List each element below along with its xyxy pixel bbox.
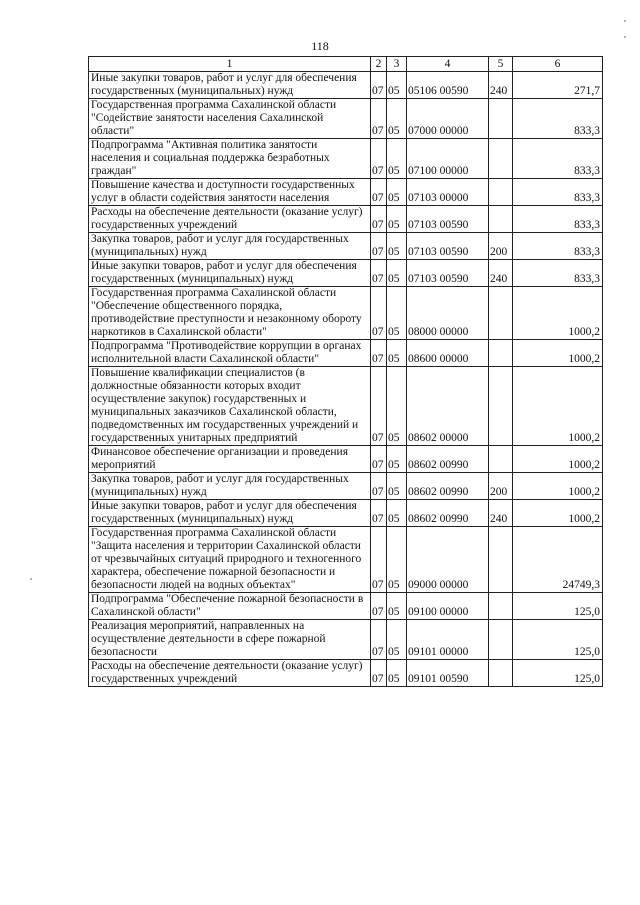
cell-target-article: 07100 00000 [407, 139, 489, 179]
cell-name: Государственная программа Сахалинской области "Защита населения и территории Сахалинской области от чрезвычайных ситуаций природного и техногенного характера, обеспечение пожарной безопасности и безопасности людей на водных объектах" [89, 527, 371, 593]
cell-section: 07 [371, 620, 387, 660]
cell-section: 07 [371, 593, 387, 620]
cell-name: Государственная программа Сахалинской области "Обеспечение общественного порядка, противодействие преступности и незаконному обороту наркотиков в Сахалинской области" [89, 287, 371, 340]
table-row [89, 340, 603, 367]
table-row [89, 660, 603, 687]
cell-subsection: 05 [387, 287, 407, 340]
header-col-5: 5 [489, 57, 513, 72]
cell-section: 07 [371, 72, 387, 99]
cell-expense-type [489, 139, 513, 179]
cell-subsection: 05 [387, 99, 407, 139]
cell-name: Подпрограмма "Противодействие коррупции в органах исполнительной власти Сахалинской области" [89, 340, 371, 367]
cell-section: 07 [371, 260, 387, 287]
cell-name: Финансовое обеспечение организации и проведения мероприятий [89, 446, 371, 473]
cell-name: Иные закупки товаров, работ и услуг для обеспечения государственных (муниципальных) нужд [89, 500, 371, 527]
table-row [89, 500, 603, 527]
table-row [89, 206, 603, 233]
cell-section: 07 [371, 660, 387, 687]
cell-subsection: 05 [387, 179, 407, 206]
cell-name: Подпрограмма "Обеспечение пожарной безопасности в Сахалинской области" [89, 593, 371, 620]
cell-name: Повышение качества и доступности государственных услуг в области содействия занятости населения [89, 179, 371, 206]
cell-name: Закупка товаров, работ и услуг для государственных (муниципальных) нужд [89, 233, 371, 260]
budget-table [88, 56, 603, 687]
cell-amount: 1000,2 [513, 473, 603, 500]
cell-amount: 271,7 [513, 72, 603, 99]
cell-amount: 24749,3 [513, 527, 603, 593]
cell-subsection: 05 [387, 500, 407, 527]
cell-section: 07 [371, 99, 387, 139]
cell-expense-type: 240 [489, 260, 513, 287]
cell-target-article: 09101 00000 [407, 620, 489, 660]
cell-expense-type [489, 99, 513, 139]
cell-amount: 125,0 [513, 593, 603, 620]
cell-subsection: 05 [387, 367, 407, 446]
cell-expense-type: 200 [489, 233, 513, 260]
cell-amount: 1000,2 [513, 446, 603, 473]
cell-subsection: 05 [387, 340, 407, 367]
cell-expense-type [489, 660, 513, 687]
cell-amount: 833,3 [513, 179, 603, 206]
cell-section: 07 [371, 206, 387, 233]
cell-amount: 833,3 [513, 139, 603, 179]
cell-section: 07 [371, 367, 387, 446]
scan-speck [30, 578, 32, 580]
cell-target-article: 05106 00590 [407, 72, 489, 99]
cell-amount: 1000,2 [513, 500, 603, 527]
cell-expense-type [489, 446, 513, 473]
cell-name: Подпрограмма "Активная политика занятости населения и социальная поддержка безработных граждан" [89, 139, 371, 179]
cell-target-article: 09000 00000 [407, 527, 489, 593]
cell-section: 07 [371, 139, 387, 179]
cell-target-article: 09100 00000 [407, 593, 489, 620]
table-row [89, 72, 603, 99]
table-row [89, 527, 603, 593]
cell-section: 07 [371, 233, 387, 260]
cell-expense-type [489, 367, 513, 446]
cell-subsection: 05 [387, 206, 407, 233]
table-row [89, 367, 603, 446]
cell-expense-type [489, 179, 513, 206]
cell-section: 07 [371, 473, 387, 500]
cell-amount: 833,3 [513, 206, 603, 233]
cell-subsection: 05 [387, 527, 407, 593]
cell-amount: 833,3 [513, 233, 603, 260]
cell-amount: 833,3 [513, 260, 603, 287]
table-row [89, 620, 603, 660]
cell-name: Расходы на обеспечение деятельности (оказание услуг) государственных учреждений [89, 206, 371, 233]
cell-name: Расходы на обеспечение деятельности (оказание услуг) государственных учреждений [89, 660, 371, 687]
header-col-4: 4 [407, 57, 489, 72]
cell-amount: 833,3 [513, 99, 603, 139]
table-row [89, 473, 603, 500]
cell-target-article: 07103 00000 [407, 179, 489, 206]
cell-name: Реализация мероприятий, направленных на осуществление деятельности в сфере пожарной безопасности [89, 620, 371, 660]
cell-subsection: 05 [387, 473, 407, 500]
cell-target-article: 08602 00990 [407, 446, 489, 473]
table-row [89, 287, 603, 340]
cell-subsection: 05 [387, 72, 407, 99]
header-col-3: 3 [387, 57, 407, 72]
cell-target-article: 08000 00000 [407, 287, 489, 340]
cell-expense-type [489, 593, 513, 620]
cell-name: Иные закупки товаров, работ и услуг для обеспечения государственных (муниципальных) нужд [89, 260, 371, 287]
scan-speck [624, 36, 626, 38]
cell-name: Повышение квалификации специалистов (в должностные обязанности которых входит осуществление закупок) государственных и муниципальных заказчиков Сахалинской области, подведомственных им государственных учреждений и государственных унитарных предприятий [89, 367, 371, 446]
header-col-2: 2 [371, 57, 387, 72]
cell-amount: 1000,2 [513, 287, 603, 340]
cell-target-article: 07103 00590 [407, 233, 489, 260]
cell-target-article: 07103 00590 [407, 206, 489, 233]
cell-subsection: 05 [387, 660, 407, 687]
cell-amount: 125,0 [513, 660, 603, 687]
table-row [89, 139, 603, 179]
cell-subsection: 05 [387, 620, 407, 660]
cell-amount: 1000,2 [513, 340, 603, 367]
cell-section: 07 [371, 527, 387, 593]
table-row [89, 179, 603, 206]
cell-target-article: 08600 00000 [407, 340, 489, 367]
cell-name: Закупка товаров, работ и услуг для государственных (муниципальных) нужд [89, 473, 371, 500]
cell-target-article: 07103 00590 [407, 260, 489, 287]
cell-subsection: 05 [387, 446, 407, 473]
table-row [89, 233, 603, 260]
cell-expense-type: 240 [489, 500, 513, 527]
cell-section: 07 [371, 287, 387, 340]
table-row [89, 593, 603, 620]
cell-target-article: 08602 00990 [407, 500, 489, 527]
cell-expense-type [489, 206, 513, 233]
header-col-6: 6 [513, 57, 603, 72]
cell-name: Государственная программа Сахалинской области "Содействие занятости населения Сахалинской области" [89, 99, 371, 139]
cell-section: 07 [371, 340, 387, 367]
cell-section: 07 [371, 179, 387, 206]
cell-subsection: 05 [387, 233, 407, 260]
table-row [89, 260, 603, 287]
cell-section: 07 [371, 500, 387, 527]
cell-target-article: 07000 00000 [407, 99, 489, 139]
cell-expense-type [489, 340, 513, 367]
table-row [89, 99, 603, 139]
cell-section: 07 [371, 446, 387, 473]
table-header-row [89, 57, 603, 72]
page-number: 118 [311, 39, 329, 53]
cell-expense-type [489, 527, 513, 593]
cell-subsection: 05 [387, 593, 407, 620]
cell-subsection: 05 [387, 260, 407, 287]
cell-expense-type [489, 620, 513, 660]
cell-expense-type: 200 [489, 473, 513, 500]
cell-target-article: 09101 00590 [407, 660, 489, 687]
cell-expense-type: 240 [489, 72, 513, 99]
table-row [89, 446, 603, 473]
cell-amount: 1000,2 [513, 367, 603, 446]
cell-target-article: 08602 00000 [407, 367, 489, 446]
cell-target-article: 08602 00990 [407, 473, 489, 500]
cell-amount: 125,0 [513, 620, 603, 660]
cell-expense-type [489, 287, 513, 340]
header-col-1: 1 [89, 57, 371, 72]
cell-name: Иные закупки товаров, работ и услуг для обеспечения государственных (муниципальных) нужд [89, 72, 371, 99]
scan-speck [624, 20, 626, 22]
cell-subsection: 05 [387, 139, 407, 179]
